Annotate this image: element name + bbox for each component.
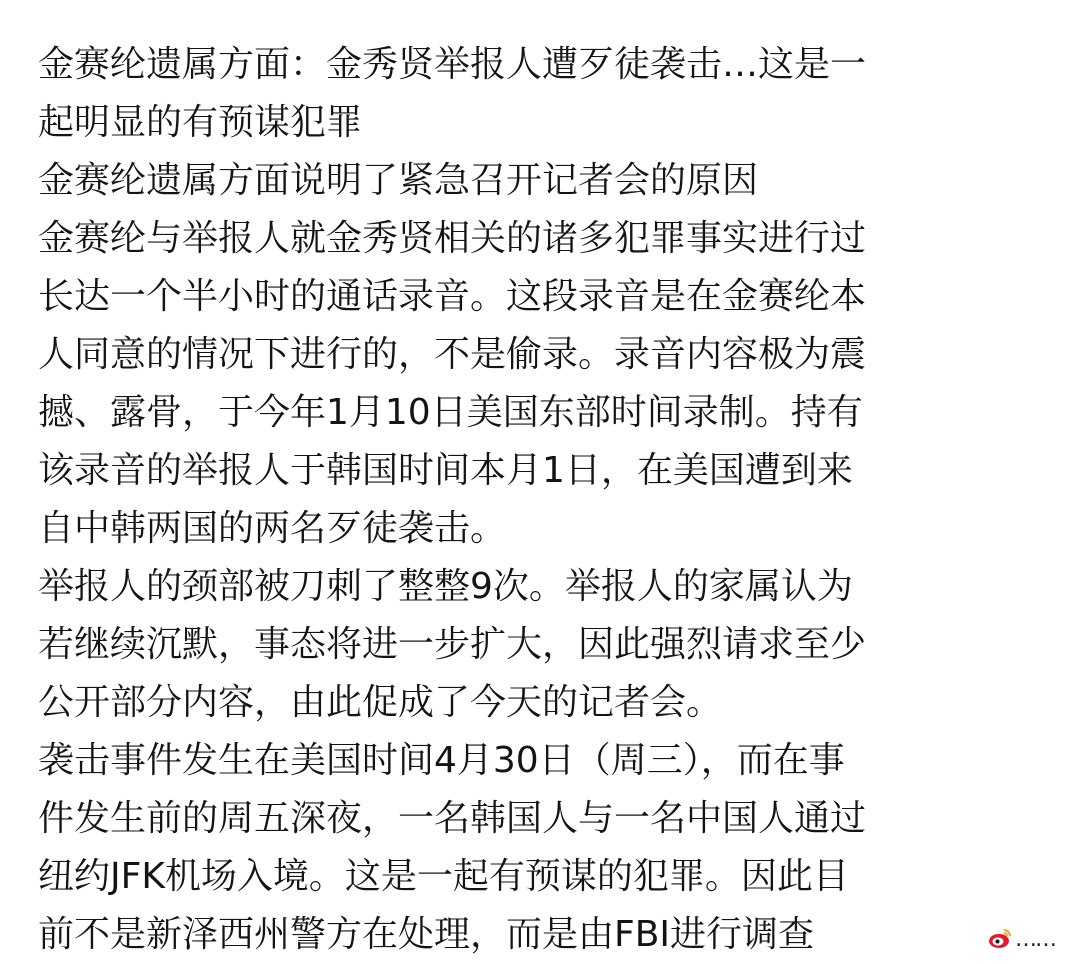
text-line: 袭击事件发生在美国时间4月30日（周三），而在事: [38, 740, 845, 781]
text-line: 若继续沉默，事态将进一步扩大，因此强烈请求至少: [38, 624, 867, 665]
text-line: 自中韩两国的两名歹徒袭击。: [38, 508, 507, 549]
text-line: 撼、露骨，于今年1月10日美国东部时间录制。持有: [38, 392, 863, 433]
text-line: 金赛纶遗属方面说明了紧急召开记者会的原因: [38, 160, 759, 201]
text-line: 起明显的有预谋犯罪: [38, 102, 363, 143]
text-line: 公开部分内容，由此促成了今天的记者会。: [38, 682, 723, 723]
text-line: 举报人的颈部被刀刺了整整9次。举报人的家属认为: [38, 566, 853, 607]
post-body: [38, 36, 1038, 964]
weibo-watermark: [983, 924, 1059, 954]
text-line: 长达一个半小时的通话录音。这段录音是在金赛纶本: [38, 276, 867, 317]
text-line: 金赛纶与举报人就金秀贤相关的诸多犯罪事实进行过: [38, 218, 867, 259]
text-line: 前不是新泽西州警方在处理，而是由FBI进行调查: [38, 914, 815, 955]
text-line: 该录音的举报人于韩国时间本月1日，在美国遭到来: [38, 450, 853, 491]
text-line: 金赛纶遗属方面：金秀贤举报人遭歹徒袭击…这是一: [38, 44, 867, 85]
text-line: 件发生前的周五深夜，一名韩国人与一名中国人通过: [38, 798, 867, 839]
weibo-logo-icon: [987, 926, 1013, 952]
text-line: 纽约JFK机场入境。这是一起有预谋的犯罪。因此目: [38, 856, 849, 897]
text-line: 人同意的情况下进行的，不是偷录。录音内容极为震: [38, 334, 867, 375]
watermark-text: ……: [1015, 926, 1055, 952]
